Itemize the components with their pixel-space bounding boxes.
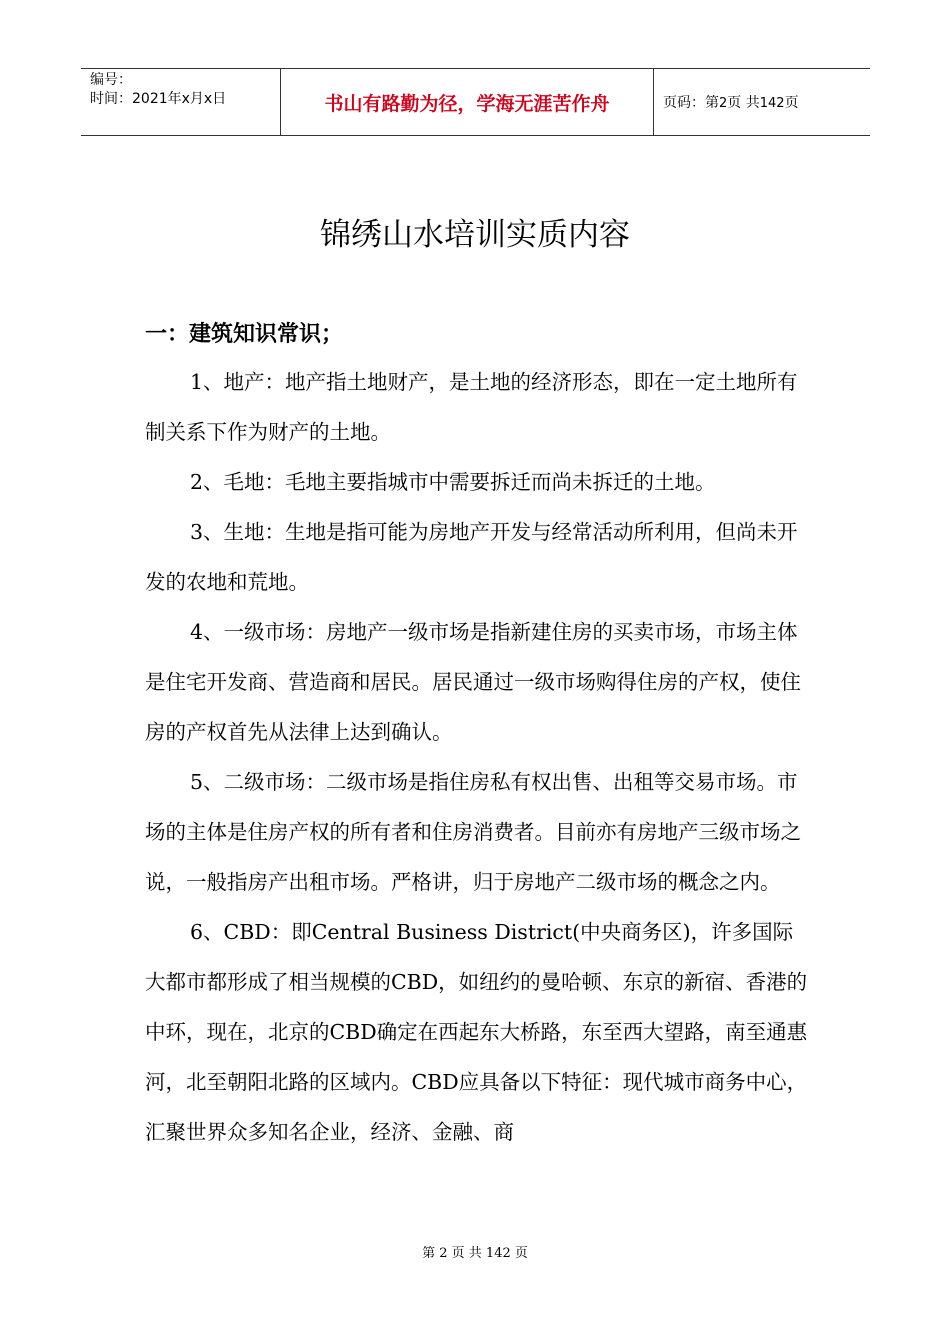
document-number-label: 编号：: [90, 72, 132, 88]
header-meta-cell: [81, 69, 281, 135]
page-code-total: 142: [759, 96, 785, 111]
document-header: [81, 68, 870, 136]
paragraph-raw-land: 2、毛地：毛地主要指城市中需要拆迁而尚未拆迁的土地。: [190, 470, 716, 494]
document-date: 时间：2021年x月x日: [90, 91, 227, 107]
document-title: 锦绣山水培训实质内容: [320, 217, 630, 253]
document-body: [145, 357, 809, 1157]
paragraph-secondary-market: 5、二级市场：二级市场是指住房私有权出售、出租等交易市场。市场的主体是住房产权的所有者和住房消费者。目前亦有房地产三级市场之说，一般指房产出租市场。严格讲，归于房地产二级市场的概念之内。: [145, 770, 801, 894]
header-motto: 书山有路勤为径，学海无涯苦作舟: [324, 92, 610, 115]
paragraph-cbd: 6、CBD：即Central Business District(中央商务区)，许多国际大都市都形成了相当规模的CBD，如纽约的曼哈顿、东京的新宿、香港的中环，现在，北京的CBD确定在西起东大桥路，东至西大望路，南至通惠河，北至朝阳北路的区域内。CBD应具备以下特征：现代城市商务中心，汇聚世界众多知名企业，经济、金融、商: [145, 920, 808, 1144]
paragraph-primary-market: 4、一级市场：房地产一级市场是指新建住房的买卖市场，市场主体是住宅开发商、营造商和居民。居民通过一级市场购得住房的产权，使住房的产权首先从法律上达到确认。: [145, 620, 801, 744]
page-code-mid: 页 共: [727, 95, 760, 111]
page-code-current: 2: [719, 96, 728, 111]
paragraph-undeveloped-land: 3、生地：生地是指可能为房地产开发与经常活动所利用，但尚未开发的农地和荒地。: [145, 520, 798, 594]
page-footer: 第 2 页 共 142 页: [422, 1246, 528, 1261]
header-motto-cell: [281, 69, 654, 135]
header-page-code: [663, 92, 799, 112]
page-code-prefix: 页码：第: [663, 95, 719, 111]
paragraph-land-property: 1、地产：地产指土地财产，是土地的经济形态，即在一定土地所有制关系下作为财产的土地。: [145, 370, 798, 444]
header-page-cell: [654, 69, 870, 135]
page-code-suffix: 页: [784, 95, 799, 111]
section-heading: 一：建筑知识常识；: [145, 322, 344, 347]
